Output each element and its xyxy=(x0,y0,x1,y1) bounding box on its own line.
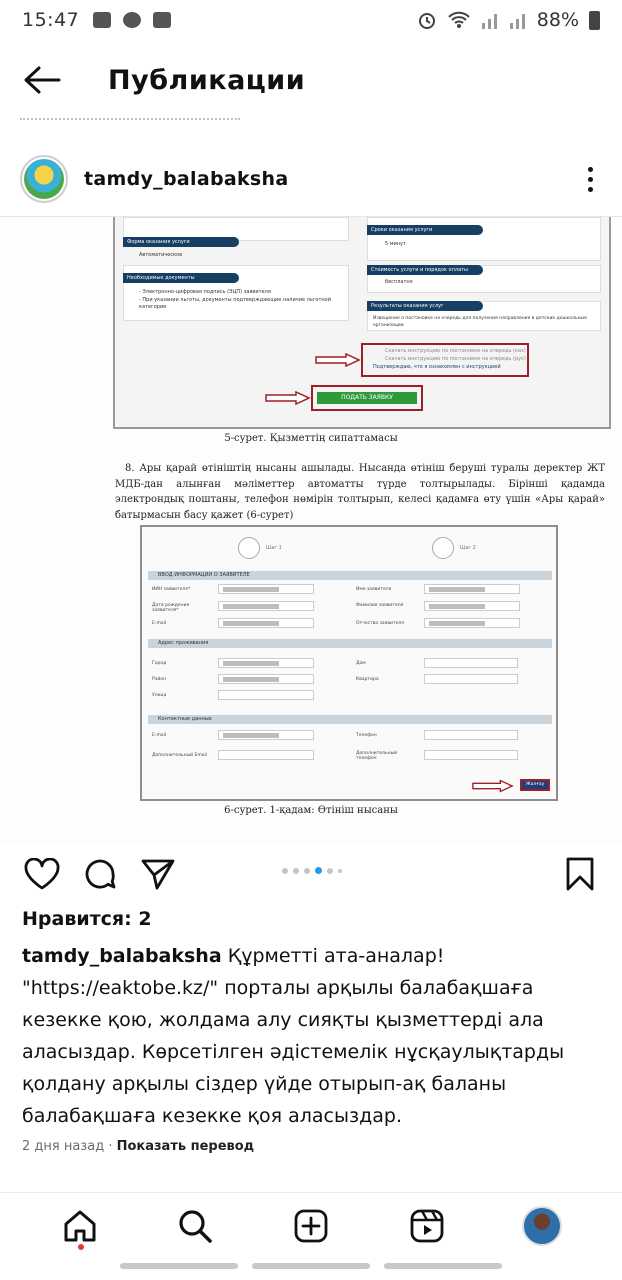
comment-icon xyxy=(83,857,117,891)
doc-tab-label: Сроки оказания услуги xyxy=(371,227,433,233)
nav-profile[interactable] xyxy=(516,1200,568,1252)
translate-link[interactable]: Показать перевод xyxy=(116,1139,255,1154)
gesture-bar xyxy=(120,1263,238,1269)
form-label: Дополнительный телефон xyxy=(356,751,398,761)
post-username[interactable]: tamdy_balabaksha xyxy=(84,168,289,190)
form-label: Район xyxy=(152,677,167,682)
nav-home[interactable] xyxy=(54,1200,106,1252)
status-right xyxy=(417,9,600,31)
form-screenshot xyxy=(140,525,558,801)
carousel-dot xyxy=(338,869,342,873)
carousel-dot xyxy=(304,868,310,874)
comment-button[interactable] xyxy=(76,850,124,898)
signal-icon-2 xyxy=(509,10,527,30)
doc-value: 5 минут xyxy=(385,241,406,247)
form-field xyxy=(424,674,518,684)
voicemail-icon xyxy=(153,12,171,28)
doc-box xyxy=(367,217,601,261)
section-label: ВВОД ИНФОРМАЦИИ О ЗАЯВИТЕЛЕ xyxy=(158,572,250,578)
form-field xyxy=(424,618,520,628)
doc-tab xyxy=(367,265,483,275)
more-icon-dot xyxy=(588,187,593,192)
figure-caption-6: 6-сурет. 1-қадам: Өтініш нысаны xyxy=(224,805,398,816)
form-label: Фамилия заявителя xyxy=(356,603,404,608)
like-button[interactable] xyxy=(18,850,66,898)
carousel-dot-active xyxy=(315,867,322,874)
section-label: Контактные данные xyxy=(158,716,212,722)
post-avatar[interactable] xyxy=(20,155,68,203)
doc-tab xyxy=(367,225,483,235)
gallery-icon xyxy=(93,12,111,28)
post-media[interactable] xyxy=(0,216,622,844)
instruction-paragraph: 8. Ары қарай өтініштің нысаны ашылады. Нысанда өтініш беруші туралы деректер ЖТ МДБ-дан алынған мәліметтер автоматты түрде толтырылады. Бірінші қадамда электрондық поштаны, телефон нөмірін толтырып, келесі қадамға өту үшін «Ары қарай» батырмасын басу қажет (6-сурет) xyxy=(115,463,605,521)
doc-link: Подтверждаю, что я ознакомлен с инструкцией xyxy=(373,364,501,370)
form-field xyxy=(218,658,314,668)
caption-author[interactable]: tamdy_balabaksha xyxy=(22,945,222,967)
doc-tab-label: Форма оказания услуги xyxy=(127,239,190,245)
battery-percent: 88% xyxy=(536,9,579,31)
form-label: Телефон xyxy=(356,733,377,738)
previous-post-edge xyxy=(20,118,240,122)
heart-icon xyxy=(24,858,60,890)
form-field xyxy=(218,690,314,700)
step-label: Шаг 2 xyxy=(460,545,476,551)
status-time: 15:47 xyxy=(22,9,80,31)
save-button[interactable] xyxy=(556,850,604,898)
doc-value: Автоматическое xyxy=(139,252,183,258)
form-label: Дополнительный Email xyxy=(152,753,207,758)
carousel-dot xyxy=(327,868,333,874)
doc-tab-label: Необходимые документы xyxy=(127,275,195,281)
form-label: ИИН заявителя* xyxy=(152,587,191,592)
form-label: Имя заявителя xyxy=(356,587,392,592)
caption-text: Құрметті ата-аналар! "https://eaktobe.kz/" порталы арқылы балабақшаға кезекке қою, жолдама алу сияқты қызметтерді ала аласыздар. Көрсетілген әдістемелік нұсқаулықтарды қолдану арқылы сіздер үйде отырып-ақ баланы балабақшаға кезекке қоя аласыздар. xyxy=(22,945,565,1127)
form-field xyxy=(218,674,314,684)
carousel-indicator xyxy=(282,867,342,874)
post-header xyxy=(0,148,622,210)
form-field xyxy=(424,601,520,611)
doc-value: - Электронно-цифровая подпись (ЭЦП) заявителя xyxy=(139,289,271,295)
share-button[interactable] xyxy=(134,850,182,898)
page-title: Публикации xyxy=(108,64,306,96)
doc-tab-label: Стоимость услуги и порядок оплаты xyxy=(371,267,468,273)
top-header xyxy=(0,44,622,116)
form-label: Город xyxy=(152,661,167,666)
form-section xyxy=(148,639,552,648)
service-screenshot xyxy=(113,217,611,429)
step-label: Шаг 1 xyxy=(266,545,282,551)
share-icon xyxy=(141,858,175,890)
doc-tab xyxy=(123,273,239,283)
doc-link: Скачать инструкцию по постановке на очередь (рус) xyxy=(385,356,526,362)
more-icon-dot xyxy=(588,177,593,182)
carousel-dot xyxy=(293,868,299,874)
add-icon xyxy=(294,1209,328,1243)
avatar-logo xyxy=(24,159,64,199)
figure-caption-5: 5-сурет. Қызметтің сипаттамасы xyxy=(224,433,398,444)
more-options-button[interactable] xyxy=(578,159,602,199)
form-label: E-mail xyxy=(152,733,167,738)
profile-avatar xyxy=(522,1206,562,1246)
post-caption xyxy=(22,940,606,1132)
doc-tab xyxy=(367,301,483,311)
form-label: Улица xyxy=(152,693,167,698)
doc-link: Скачать инструкцию по постановке на очередь (каз) xyxy=(385,348,526,354)
doc-value: Извещение о постановке на очередь для получения направления в детские дошкольные организации xyxy=(373,316,587,328)
signal-icon xyxy=(481,10,499,30)
step-circle xyxy=(238,537,260,559)
section-label: Адрес проживания xyxy=(158,640,209,646)
form-field xyxy=(424,750,518,760)
form-field xyxy=(218,584,314,594)
back-arrow-icon xyxy=(23,65,61,95)
form-label: Отчество заявителя xyxy=(356,621,404,626)
home-icon xyxy=(63,1209,97,1243)
nav-search[interactable] xyxy=(169,1200,221,1252)
doc-value: бесплатно xyxy=(385,279,413,285)
red-arrow-icon xyxy=(265,391,311,405)
form-field xyxy=(218,601,314,611)
bookmark-icon xyxy=(566,857,594,891)
nav-create[interactable] xyxy=(285,1200,337,1252)
gesture-bar xyxy=(384,1263,502,1269)
music-icon xyxy=(123,12,141,28)
red-arrow-icon xyxy=(315,353,361,367)
form-label: Квартира xyxy=(356,677,379,682)
form-field xyxy=(424,730,518,740)
form-field xyxy=(218,750,314,760)
form-label: Дом xyxy=(356,661,366,666)
post-time: 2 дня назад xyxy=(22,1139,105,1154)
nav-reels[interactable] xyxy=(401,1200,453,1252)
bottom-nav xyxy=(0,1192,622,1258)
form-field xyxy=(218,618,314,628)
more-icon xyxy=(588,167,593,172)
meta-separator: · xyxy=(104,1139,117,1154)
doc-value: - При указании льготы, документы подтверждающие наличие льготной категории xyxy=(139,297,331,310)
notification-dot xyxy=(78,1244,84,1250)
gesture-bar xyxy=(252,1263,370,1269)
back-button[interactable] xyxy=(10,44,74,116)
doc-submit-button: ПОДАТЬ ЗАЯВКУ xyxy=(317,392,417,404)
doc-tab xyxy=(123,237,239,247)
wifi-icon xyxy=(447,10,471,30)
carousel-dot xyxy=(282,868,288,874)
doc-tab-label: Результаты оказания услуг xyxy=(371,303,444,309)
form-label: Дата рождения заявителя* xyxy=(152,603,190,613)
post-actions xyxy=(0,850,622,898)
red-arrow-icon xyxy=(472,779,514,793)
reels-icon xyxy=(410,1209,444,1243)
form-field xyxy=(424,584,520,594)
battery-icon xyxy=(589,11,600,30)
form-section xyxy=(148,571,552,580)
search-icon xyxy=(178,1209,212,1243)
alarm-icon xyxy=(417,10,437,30)
form-label: E-mail xyxy=(152,621,167,626)
post-meta xyxy=(22,1139,254,1154)
likes-count[interactable]: Нравится: 2 xyxy=(22,908,152,930)
step-circle xyxy=(432,537,454,559)
form-field xyxy=(424,658,518,668)
status-bar xyxy=(0,0,622,40)
form-step-1 xyxy=(238,537,282,559)
form-step-2 xyxy=(432,537,476,559)
form-next-button: Жалғау xyxy=(520,779,550,791)
form-field xyxy=(218,730,314,740)
form-section xyxy=(148,715,552,724)
